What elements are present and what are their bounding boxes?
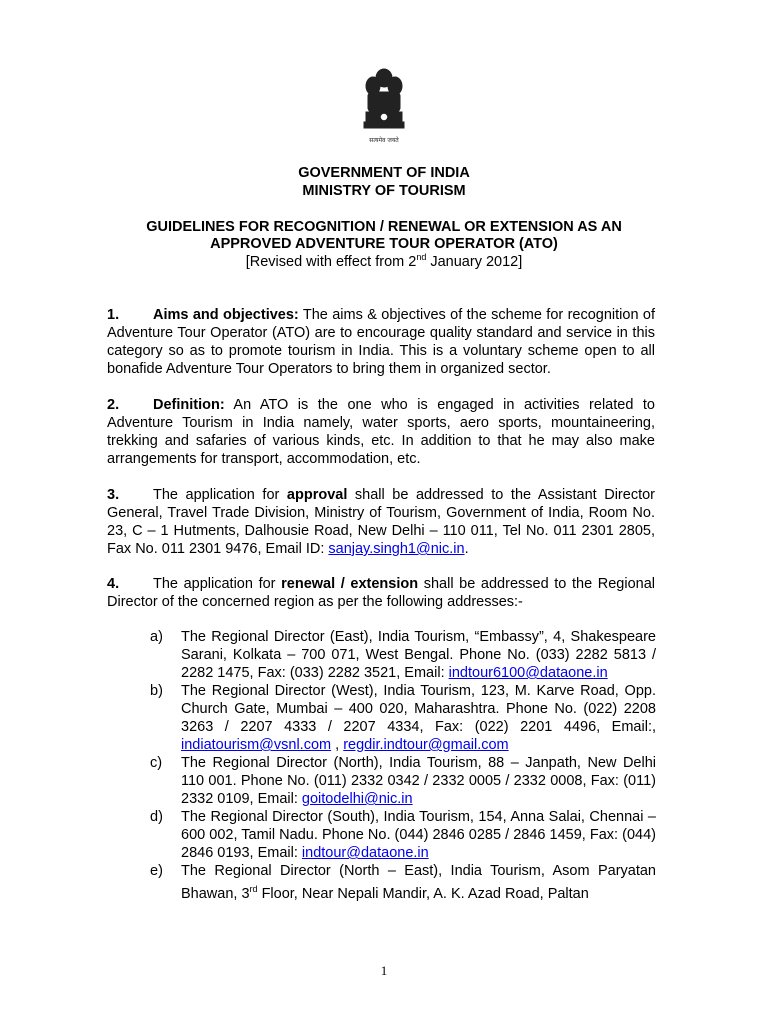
regional-address-list xyxy=(150,628,656,903)
email-link-west-2[interactable]: regdir.indtour@gmail.com xyxy=(343,737,509,753)
list-item: e) The Regional Director (North – East), India Tourism, Asom Paryatan Bhawan, 3rd Floor, Near Nepali Mandir, A. K. Azad Road, Paltan xyxy=(150,863,656,902)
section-3: 3. The application for approval shall be addressed to the Assistant Director General, Travel Trade Division, Ministry of Tourism, Government of India, Room No. 23, C – 1 Hutments, Dalhousie Road, New Delhi – 110 011, Tel No. 011 2301 2805, Fax No. 011 2301 9476, Email ID: sanjay.singh1@nic.in. xyxy=(107,487,655,557)
list-item: c) The Regional Director (North), India Tourism, 88 – Janpath, New Delhi 110 001. Phone No. (011) 2332 0342 / 2332 0005 / 2332 0008, Fax: (011) 2332 0109, Email: goitodelhi@nic.in xyxy=(150,755,656,807)
section-2: 2. Definition: An ATO is the one who is engaged in activities related to Adventure Tourism in India namely, water sports, aero sports, mountaineering, trekking and safaries of various kinds, etc. In addition to that he may also make arrangements for transport, accommodation, etc. xyxy=(107,397,655,467)
title-line-2: APPROVED ADVENTURE TOUR OPERATOR (ATO) xyxy=(210,236,558,252)
email-link-atodesk[interactable]: sanjay.singh1@nic.in xyxy=(328,541,465,557)
list-item: a) The Regional Director (East), India Tourism, “Embassy”, 4, Shakespeare Sarani, Kolkata – 700 071, West Bengal. Phone No. (033) 2282 5813 / 2282 1475, Fax: (033) 2282 3521, Email: indtour6100@dataone.in xyxy=(150,629,656,681)
email-link-west-1[interactable]: indiatourism@vsnl.com xyxy=(181,737,332,753)
page-number: 1 xyxy=(380,963,388,978)
list-item: d) The Regional Director (South), India Tourism, 154, Anna Salai, Chennai – 600 002, Tamil Nadu. Phone No. (044) 2846 0285 / 2846 1459, Fax: (044) 2846 0193, Email: indtour@dataone.in xyxy=(150,809,656,861)
section-1-heading: Aims and objectives: xyxy=(153,307,299,323)
section-1: 1. Aims and objectives: The aims & objectives of the scheme for recognition of Adventure Tour Operator (ATO) are to encourage quality standard and service in this category so as to promote tourism in India. This is a voluntary scheme open to all bonafide Adventure Tour Operators to bring them in organized sector. xyxy=(107,307,655,377)
email-link-north[interactable]: goitodelhi@nic.in xyxy=(301,791,413,807)
ministry-heading: MINISTRY OF TOURISM xyxy=(302,183,466,199)
government-heading: GOVERNMENT OF INDIA xyxy=(298,165,470,181)
emblem-caption: सत्यमेव जयते xyxy=(369,137,399,144)
revised-note: [Revised with effect from 2nd January 2012] xyxy=(245,252,523,270)
list-item: b) The Regional Director (West), India Tourism, 123, M. Karve Road, Opp. Church Gate, Mumbai – 400 020, Maharashtra. Phone No. (022) 2208 3263 / 2207 4333 / 2207 4334, Fax: (022) 2201 4496, Email:, indiatourism@vsnl.com , regdir.indtour@gmail.com xyxy=(150,683,656,753)
email-link-south[interactable]: indtour@dataone.in xyxy=(301,845,429,861)
section-2-heading: Definition: xyxy=(153,397,225,413)
section-4: 4. The application for renewal / extension shall be addressed to the Regional Director of the concerned region as per the following addresses:- xyxy=(107,576,655,610)
national-emblem-icon xyxy=(360,64,408,148)
title-line-1: GUIDELINES FOR RECOGNITION / RENEWAL OR EXTENSION AS AN xyxy=(146,219,622,235)
email-link-east[interactable]: indtour6100@dataone.in xyxy=(448,665,608,681)
